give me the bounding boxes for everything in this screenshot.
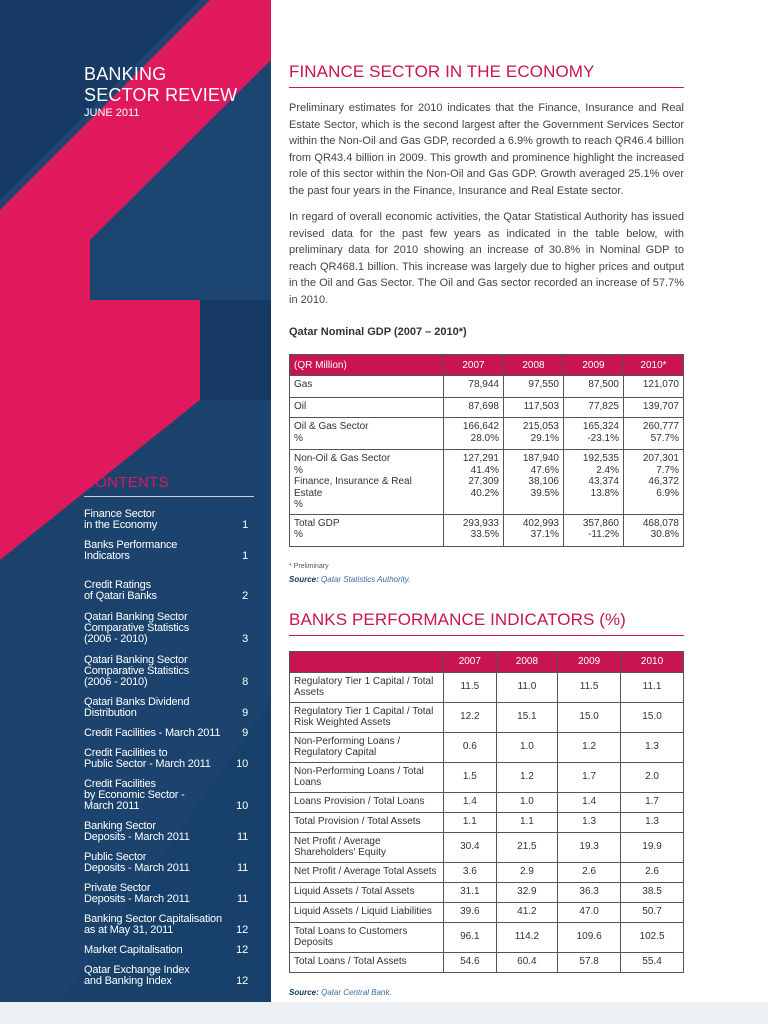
column-header-label <box>290 651 444 672</box>
toc-item <box>84 728 254 739</box>
cell-value: 55.4 <box>621 952 684 972</box>
row-label: Oil <box>290 398 444 418</box>
cell-value: 0.6 <box>444 732 497 762</box>
source-label: Source: <box>289 987 319 997</box>
cell-value: 1.2 <box>496 762 558 792</box>
toc-item <box>84 914 254 936</box>
cell-value: 15.0 <box>558 702 621 732</box>
report-title-block <box>84 64 237 120</box>
toc-item <box>84 821 254 843</box>
main-content <box>289 62 684 997</box>
row-label: Gas <box>290 376 444 398</box>
cell-value: 11.1 <box>621 672 684 702</box>
cell-value: 39.6 <box>444 902 497 922</box>
toc-item <box>84 748 254 770</box>
table-row <box>290 702 684 732</box>
toc-item-page: 9 <box>242 707 248 719</box>
toc-item-title: Qatari Banking Sector Comparative Statistics (2006 - 2010) <box>84 611 190 645</box>
row-label: Oil & Gas Sector % <box>290 418 444 450</box>
cell-value: 78,944 <box>444 376 504 398</box>
column-header-year: 2009 <box>564 355 624 376</box>
toc-item-title: Qatar Exchange Index and Banking Index <box>84 964 190 987</box>
source-text: Qatar Central Bank. <box>318 987 392 997</box>
table-row <box>290 882 684 902</box>
toc-item-page: 12 <box>236 924 248 936</box>
cell-value: 207,301 7.7% 46,372 6.9% <box>624 450 684 515</box>
toc-item <box>84 852 254 874</box>
cell-value: 15.1 <box>496 702 558 732</box>
toc-item-title: Finance Sector in the Economy <box>84 508 158 531</box>
table-row <box>290 376 684 398</box>
table-row <box>290 952 684 972</box>
table-row <box>290 902 684 922</box>
report-title-line2: SECTOR REVIEW <box>84 85 238 105</box>
contents-heading: CONTENTS <box>84 474 254 497</box>
toc-item-page: 11 <box>236 862 248 874</box>
row-label: Liquid Assets / Liquid Liabilities <box>290 902 444 922</box>
table-row <box>290 418 684 450</box>
table-row <box>290 732 684 762</box>
table-row <box>290 922 684 952</box>
toc-item-page: 9 <box>242 727 248 739</box>
cell-value: 2.6 <box>621 862 684 882</box>
table-row <box>290 450 684 515</box>
cell-value: 19.9 <box>621 832 684 862</box>
row-label: Total Loans / Total Assets <box>290 952 444 972</box>
cell-value: 357,860 -11.2% <box>564 514 624 546</box>
column-header-year: 2007 <box>444 651 497 672</box>
cell-value: 1.0 <box>496 792 558 812</box>
row-label: Regulatory Tier 1 Capital / Total Assets <box>290 672 444 702</box>
bpi-table-header-row <box>290 651 684 672</box>
cell-value: 50.7 <box>621 902 684 922</box>
table-row <box>290 832 684 862</box>
toc-item-page: 12 <box>236 975 248 987</box>
cell-value: 117,503 <box>504 398 564 418</box>
cell-value: 1.0 <box>496 732 558 762</box>
cell-value: 114.2 <box>496 922 558 952</box>
cell-value: 1.3 <box>621 732 684 762</box>
toc-item-page: 1 <box>242 550 248 562</box>
toc-item <box>84 540 254 562</box>
cell-value: 19.3 <box>558 832 621 862</box>
cell-value: 109.6 <box>558 922 621 952</box>
toc-item <box>84 580 254 602</box>
bpi-table <box>289 651 684 973</box>
cell-value: 402,993 37.1% <box>504 514 564 546</box>
cell-value: 77,825 <box>564 398 624 418</box>
toc-item-page: 12 <box>236 944 248 956</box>
cell-value: 1.1 <box>444 812 497 832</box>
toc-item <box>84 945 254 956</box>
row-label: Non-Performing Loans / Regulatory Capital <box>290 732 444 762</box>
cell-value: 97,550 <box>504 376 564 398</box>
cell-value: 187,940 47.6% 38,106 39.5% <box>504 450 564 515</box>
cell-value: 166,642 28.0% <box>444 418 504 450</box>
bottom-decorative-strip <box>0 1002 768 1024</box>
sidebar <box>0 0 271 1002</box>
cell-value: 87,500 <box>564 376 624 398</box>
table-row <box>290 792 684 812</box>
cell-value: 21.5 <box>496 832 558 862</box>
toc-item-title: Qatari Banking Sector Comparative Statistics (2006 - 2010) <box>84 654 190 688</box>
cell-value: 1.7 <box>621 792 684 812</box>
cell-value: 2.9 <box>496 862 558 882</box>
cell-value: 36.3 <box>558 882 621 902</box>
section-title-banks: BANKS PERFORMANCE INDICATORS (%) <box>289 610 684 636</box>
toc-item-page: 10 <box>236 758 248 770</box>
row-label: Regulatory Tier 1 Capital / Total Risk Weighted Assets <box>290 702 444 732</box>
toc-item-page: 1 <box>242 519 248 531</box>
cell-value: 1.3 <box>558 812 621 832</box>
toc-item <box>84 779 254 812</box>
gdp-table-title: Qatar Nominal GDP (2007 – 2010*) <box>289 326 467 338</box>
cell-value: 1.5 <box>444 762 497 792</box>
gdp-table-header-row <box>290 355 684 376</box>
column-header-label: (QR Million) <box>290 355 444 376</box>
gdp-source <box>289 575 684 584</box>
toc-item <box>84 883 254 905</box>
toc-item-page: 8 <box>242 676 248 688</box>
table-of-contents <box>84 474 254 987</box>
cell-value: 1.4 <box>444 792 497 812</box>
column-header-year: 2009 <box>558 651 621 672</box>
cell-value: 1.1 <box>496 812 558 832</box>
row-label: Non-Oil & Gas Sector % Finance, Insurance & Real Estate % <box>290 450 444 515</box>
toc-item-page: 3 <box>242 633 248 645</box>
table-row <box>290 862 684 882</box>
toc-item-page: 11 <box>236 893 248 905</box>
cell-value: 468,078 30.8% <box>624 514 684 546</box>
cell-value: 121,070 <box>624 376 684 398</box>
cell-value: 192,535 2.4% 43,374 13.8% <box>564 450 624 515</box>
cell-value: 293,933 33.5% <box>444 514 504 546</box>
row-label: Total GDP % <box>290 514 444 546</box>
toc-item-page: 10 <box>236 800 248 812</box>
table-row <box>290 812 684 832</box>
cell-value: 15.0 <box>621 702 684 732</box>
row-label: Loans Provision / Total Loans <box>290 792 444 812</box>
table-row <box>290 514 684 546</box>
section-title-finance: FINANCE SECTOR IN THE ECONOMY <box>289 62 684 88</box>
cell-value: 3.6 <box>444 862 497 882</box>
toc-item-page: 2 <box>242 590 248 602</box>
column-header-year: 2008 <box>504 355 564 376</box>
table-row <box>290 672 684 702</box>
cell-value: 54.6 <box>444 952 497 972</box>
toc-item <box>84 612 254 645</box>
column-header-year: 2010* <box>624 355 684 376</box>
cell-value: 57.8 <box>558 952 621 972</box>
cell-value: 30.4 <box>444 832 497 862</box>
cell-value: 139,707 <box>624 398 684 418</box>
cell-value: 41.2 <box>496 902 558 922</box>
column-header-year: 2007 <box>444 355 504 376</box>
finance-sector-section <box>289 62 684 584</box>
toc-item-title: Credit Ratings of Qatari Banks <box>84 579 157 602</box>
toc-item-title: Banks Performance Indicators <box>84 539 178 562</box>
row-label: Total Provision / Total Assets <box>290 812 444 832</box>
report-date: JUNE 2011 <box>84 107 140 119</box>
cell-value: 165,324 -23.1% <box>564 418 624 450</box>
cell-value: 1.7 <box>558 762 621 792</box>
cell-value: 11.0 <box>496 672 558 702</box>
row-label: Non-Performing Loans / Total Loans <box>290 762 444 792</box>
cell-value: 1.4 <box>558 792 621 812</box>
cell-value: 127,291 41.4% 27,309 40.2% <box>444 450 504 515</box>
row-label: Net Profit / Average Shareholders' Equity <box>290 832 444 862</box>
cell-value: 31.1 <box>444 882 497 902</box>
toc-item-title: Public Sector Deposits - March 2011 <box>84 851 190 874</box>
toc-item-title: Banking Sector Deposits - March 2011 <box>84 820 190 843</box>
report-title-line1: BANKING <box>84 64 167 84</box>
toc-list <box>84 509 254 987</box>
row-label: Total Loans to Customers Deposits <box>290 922 444 952</box>
source-text: Qatar Statistics Authority. <box>318 574 411 584</box>
toc-item <box>84 697 254 719</box>
toc-item <box>84 509 254 531</box>
toc-item-title: Credit Facilities by Economic Sector - March 2011 <box>84 778 185 812</box>
banks-performance-section <box>289 610 684 997</box>
cell-value: 215,053 29.1% <box>504 418 564 450</box>
toc-item <box>84 655 254 688</box>
toc-item <box>84 965 254 987</box>
cell-value: 11.5 <box>444 672 497 702</box>
footnote-preliminary: * Preliminary <box>289 562 329 570</box>
toc-item-title: Banking Sector Capitalisation as at May 31, 2011 <box>84 913 222 936</box>
source-label: Source: <box>289 574 319 584</box>
cell-value: 2.0 <box>621 762 684 792</box>
toc-item-title: Private Sector Deposits - March 2011 <box>84 882 190 905</box>
cell-value: 2.6 <box>558 862 621 882</box>
cell-value: 1.2 <box>558 732 621 762</box>
column-header-year: 2010 <box>621 651 684 672</box>
column-header-year: 2008 <box>496 651 558 672</box>
cell-value: 47.0 <box>558 902 621 922</box>
cell-value: 11.5 <box>558 672 621 702</box>
cell-value: 60.4 <box>496 952 558 972</box>
gdp-table <box>289 354 684 547</box>
table-row <box>290 398 684 418</box>
cell-value: 38.5 <box>621 882 684 902</box>
cell-value: 102.5 <box>621 922 684 952</box>
cell-value: 32.9 <box>496 882 558 902</box>
row-label: Net Profit / Average Total Assets <box>290 862 444 882</box>
paragraph-1: Preliminary estimates for 2010 indicates that the Finance, Insurance and Real Estate Sector, which is the second largest after the Government Services Sector within the Non-Oil and Gas GDP, recorded a 6.9% growth to reach QR46.4 billion from QR43.4 billion in 2009. This growth and prominence highlight the increased role of this sector within the Non-Oil and Gas GDP. Growth averaged 25.1% over the past four years in the Finance, Insurance and Real Estate sector. <box>289 102 684 197</box>
cell-value: 260,777 57.7% <box>624 418 684 450</box>
toc-item-title: Qatari Banks Dividend Distribution <box>84 696 190 719</box>
cell-value: 96.1 <box>444 922 497 952</box>
table-row <box>290 762 684 792</box>
toc-item-title: Credit Facilities to Public Sector - March 2011 <box>84 747 211 770</box>
bpi-source <box>289 988 684 997</box>
paragraph-2: In regard of overall economic activities, the Qatar Statistical Authority has issued revised data for the past few years as indicated in the table below, with preliminary data for 2010 showing an increase of 30.8% in Nominal GDP to reach QR468.1 billion. This increase was largely due to higher prices and output in the Oil and Gas Sector. The Oil and Gas sector recorded an increase of 57.7% in 2010. <box>289 211 684 306</box>
cell-value: 12.2 <box>444 702 497 732</box>
cell-value: 87,698 <box>444 398 504 418</box>
cell-value: 1.3 <box>621 812 684 832</box>
toc-item-page: 11 <box>236 831 248 843</box>
toc-item-title: Credit Facilities - March 2011 <box>84 727 221 739</box>
row-label: Liquid Assets / Total Assets <box>290 882 444 902</box>
toc-item-title: Market Capitalisation <box>84 944 183 956</box>
